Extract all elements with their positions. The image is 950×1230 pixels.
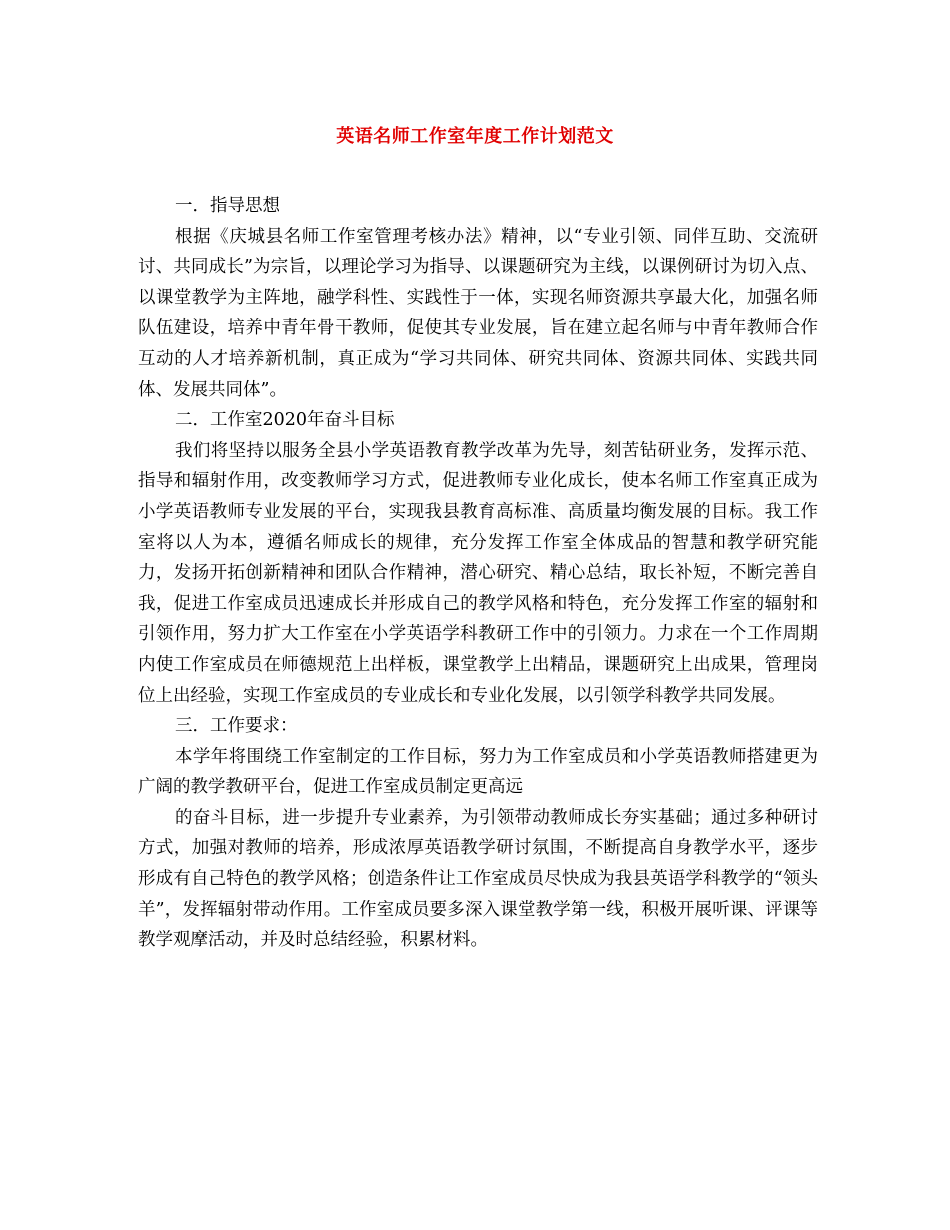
section-2-paragraph-1: 我们将坚持以服务全县小学英语教育教学改革为先导，刻苦钻研业务，发挥示范、指导和辐射作用，改变教师学习方式，促进教师专业化成长，使本名师工作室真正成为小学英语教师专业发展的平台，实现我县教育高标准、高质量均衡发展的目标。我工作室将以人为本，遵循名师成长的规律，充分发挥工作室全体成品的智慧和教学研究能力，发扬开拓创新精神和团队合作精神，潜心研究、精心总结，取长补短，不断完善自我，促进工作室成员迅速成长并形成自己的教学风格和特色，充分发挥工作室的辐射和引领作用，努力扩大工作室在小学英语学科教研工作中的引领力。力求在一个工作周期内使工作室成员在师德规范上出样板，课堂教学上出精品，课题研究上出成果，管理岗位上出经验，实现工作室成员的专业成长和专业化发展，以引领学科教学共同发展。 — [138, 440, 818, 706]
section-3-paragraph-2: 的奋斗目标，进一步提升专业素养，为引领带动教师成长夯实基础；通过多种研讨方式，加强对教师的培养，形成浓厚英语教学研讨氛围，不断提高自身教学水平，逐步形成有自己特色的教学风格；创造条件让工作室成员尽快成为我县英语学科教学的“领头羊”，发挥辐射带动作用。工作室成员要多深入课堂教学第一线，积极开展听课、评课等教学观摩活动，并及时总结经验，积累材料。 — [138, 807, 818, 951]
section-heading-1: 一．指导思想 — [175, 196, 280, 216]
section-heading-3: 三．工作要求： — [175, 716, 298, 737]
section-heading-2: 二．工作室2020年奋斗目标 — [175, 410, 395, 431]
section-1-paragraph-1: 根据《庆城县名师工作室管理考核办法》精神，以“专业引领、同伴互助、交流研讨、共同成长”为宗旨，以理论学习为指导、以课题研究为主线，以课例研讨为切入点、以课堂教学为主阵地，融学科性、实践性于一体，实现名师资源共享最大化，加强名师队伍建设，培养中青年骨干教师，促使其专业发展，旨在建立起名师与中青年教师合作互动的人才培养新机制，真正成为“学习共同体、研究共同体、资源共同体、实践共同体、发展共同体”。 — [138, 226, 818, 400]
document-title: 英语名师工作室年度工作计划范文 — [336, 126, 614, 147]
section-3-paragraph-1: 本学年将围绕工作室制定的工作目标，努力为工作室成员和小学英语教师搭建更为广阔的教学教研平台，促进工作室成员制定更高远 — [138, 746, 818, 798]
document-body — [138, 191, 818, 956]
